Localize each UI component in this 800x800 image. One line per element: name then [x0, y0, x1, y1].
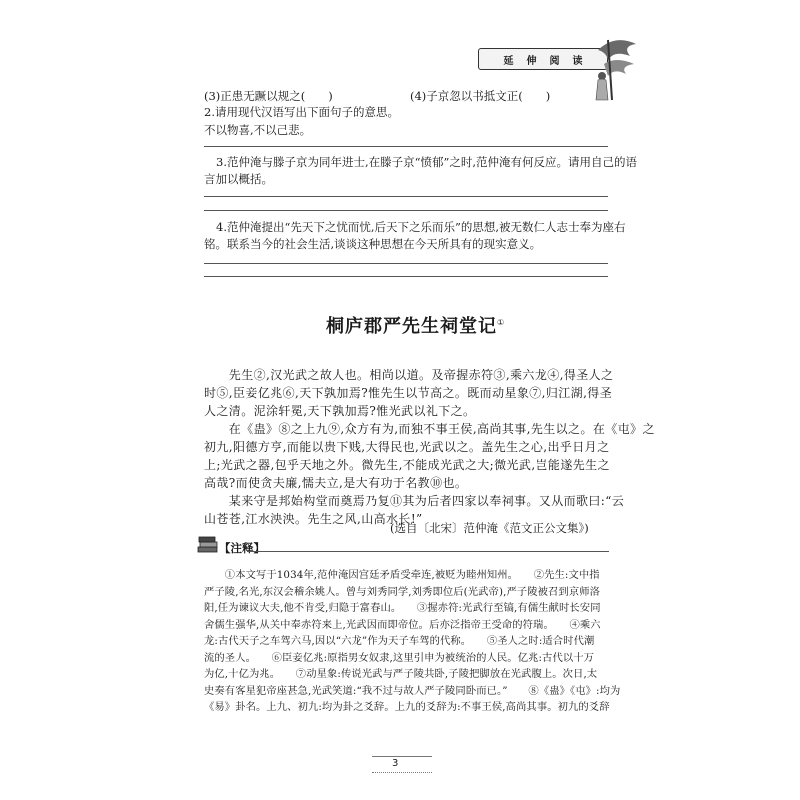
question-4-line-1: 4.范仲淹提出“先天下之忧而忧,后天下之乐而乐”的思想,被无数仁人志士奉为座右 [216, 220, 626, 234]
question-2-prompt: 2.请用现代汉语写出下面句子的意思。 [204, 105, 399, 119]
note-line: 舍儒生强华,从关中奉赤符来上,光武因而即帝位。后亦泛指帝王受命的符瑞。 ④乘六 [204, 618, 601, 631]
note-line: 严子陵,名光,东汉会稽余姚人。曾与刘秀同学,刘秀即位后(光武帝),严子陵被召到京师洛 [204, 585, 601, 598]
note-line: 史奏有客星犯帝座甚急,光武笑道:“我不过与故人严子陵同卧而已。” ⑧《蛊》《屯》:均为 [204, 684, 621, 697]
notes-heading: 【注释】 [219, 541, 265, 555]
books-icon [197, 536, 219, 554]
pine-tree-scholar-illustration [590, 30, 640, 102]
banner-char: 延 [503, 55, 514, 67]
answer-line [204, 276, 608, 277]
note-line: 为亿,十亿为兆。 ⑦动星象:传说光武与严子陵共卧,子陵把脚放在光武腹上。次日,太 [204, 668, 598, 680]
article-title [326, 312, 505, 338]
article-title-text: 桐庐郡严先生祠堂记 [326, 316, 497, 337]
article-body [204, 366, 655, 528]
article-line: 初九,阳德方亨,而能以贵下贱,大得民也,光武以之。盖先生之心,出乎日月之 [204, 440, 610, 454]
note-line: 《易》卦名。上九、初九:均为卦之爻辞。上九的爻辞为:不事王侯,高尚其事。初九的爻辞 [204, 701, 610, 713]
answer-line [204, 263, 608, 264]
article-source: (选自〔北宋〕范仲淹《范文正公文集》) [390, 521, 589, 535]
banner-char: 阅 [549, 55, 560, 67]
article-line: 某来守是邦始构堂而奠焉乃复⑪其为后者四家以奉祠事。又从而歌曰:“云 [204, 494, 625, 508]
article-line: 上;光武之器,包乎天地之外。微先生,不能成光武之大;微光武,岂能遂先生之 [204, 458, 610, 472]
question-4-line-2: 铭。联系当今的社会生活,谈谈这种思想在今天所具有的现实意义。 [204, 237, 542, 251]
article-line: 时⑤,臣妾亿兆⑥,天下孰加焉?惟先生以节高之。既而动星象⑦,归江湖,得圣 [204, 386, 613, 400]
question-2-sentence: 不以物喜,不以己悲。 [204, 123, 312, 137]
notes-heading-rule [247, 551, 609, 552]
banner-char: 读 [572, 55, 583, 67]
note-line: 龙:古代天子之车驾六马,因以“六龙”作为天子车驾的代称。 ⑤圣人之时:适合时代潮 [204, 635, 595, 647]
question-3-line-2: 言加以概括。 [204, 172, 273, 186]
banner-char: 伸 [526, 55, 537, 67]
answer-line [204, 210, 608, 211]
question-1-part-3: (3)正患无蹶以规之( ) [204, 89, 333, 103]
article-line: 高哉?而使贪夫廉,懦夫立,是大有功于名教⑩也。 [204, 476, 468, 490]
section-banner [478, 48, 608, 70]
footer-rule-bottom [372, 772, 432, 773]
article-line: 在《蛊》⑧之上九⑨,众方有为,而独不事王侯,高尚其事,先生以之。在《屯》之 [204, 422, 655, 436]
note-line: 流的圣人。 ⑥臣妾亿兆:原指男女奴隶,这里引申为被统治的人民。亿兆:古代以十万 [204, 651, 595, 664]
note-line: 阳,任为谏议大夫,他不肯受,归隐于富春山。 ③握赤符:光武行至镐,有儒生献时长安同 [204, 602, 601, 614]
note-line: ①本文写于1034年,范仲淹因宫廷矛盾受牵连,被贬为睦州知州。 ②先生:文中指 [204, 569, 600, 581]
question-3-line-1: 3.范仲淹与滕子京为同年进士,在滕子京“愤郁”之时,范仲淹有何反应。请用自己的语 [216, 155, 638, 169]
page-number: 3 [392, 758, 399, 769]
answer-line [204, 196, 608, 197]
footer-rule-top [372, 756, 432, 757]
article-line: 先生②,汉光武之故人也。相尚以道。及帝握赤符③,乘六龙④,得圣人之 [204, 368, 614, 382]
notes-body [204, 567, 620, 716]
article-line: 人之清。泥涂轩冕,天下孰加焉?惟光武以礼下之。 [204, 404, 476, 418]
article-line: 山苍苍,江水泱泱。先生之风,山高水长!” [204, 512, 423, 526]
answer-line [204, 146, 608, 147]
question-1-part-4: (4)子京忽以书抵文正( ) [410, 89, 551, 103]
title-footnote-marker: ① [497, 318, 506, 327]
